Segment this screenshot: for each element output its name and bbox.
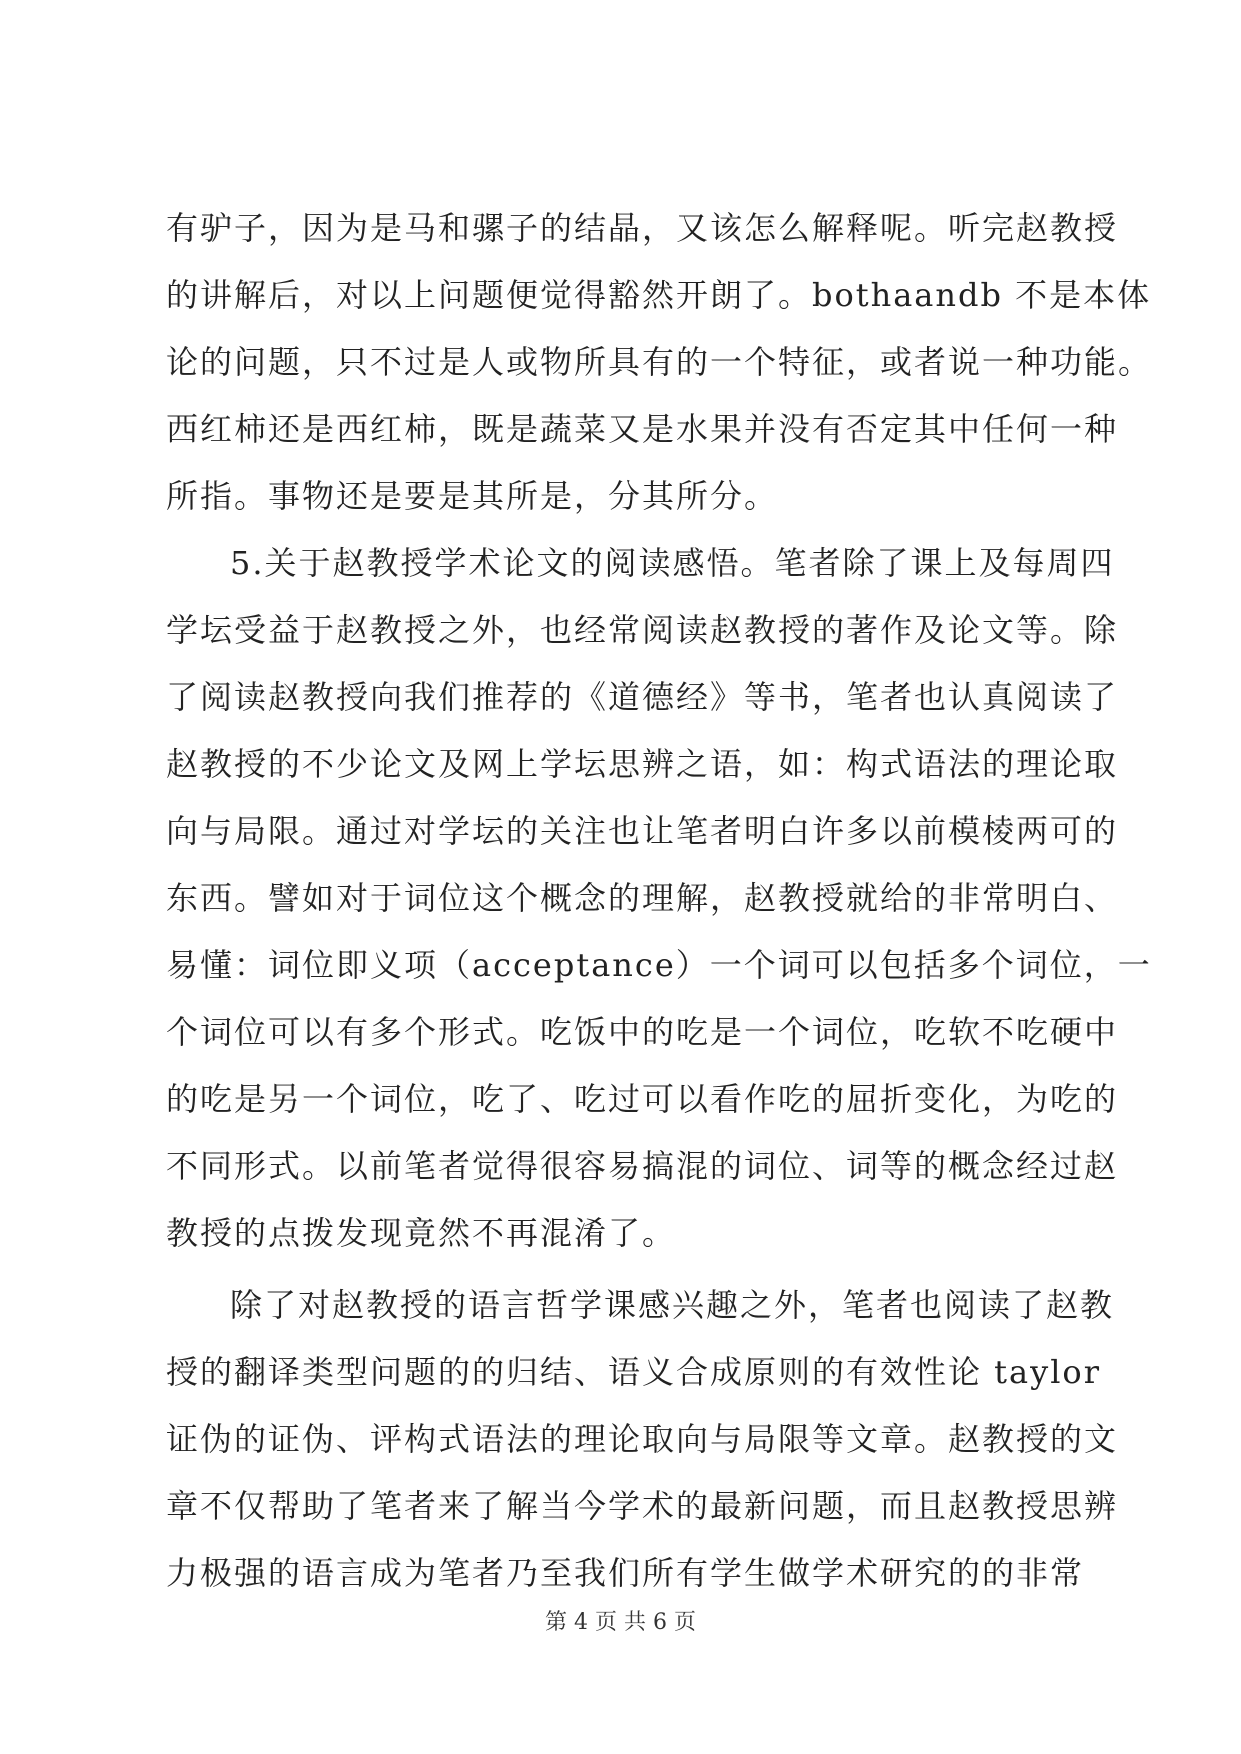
text-line: 东西。譬如对于词位这个概念的理解，赵教授就给的非常明白、 [166,879,1119,917]
text-line: 西红柿还是西红柿，既是蔬菜又是水果并没有否定其中任何一种 [166,410,1119,448]
text-line: 易懂：词位即义项（acceptance）一个词可以包括多个词位，一 [166,946,1152,984]
text-line: 证伪的证伪、评构式语法的理论取向与局限等文章。赵教授的文 [166,1420,1119,1458]
text-line: 学坛受益于赵教授之外，也经常阅读赵教授的著作及论文等。除 [166,611,1119,649]
text-line: 了阅读赵教授向我们推荐的《道德经》等书，笔者也认真阅读了 [166,678,1119,716]
text-line: 的讲解后，对以上问题便觉得豁然开朗了。bothaandb 不是本体 [166,276,1152,314]
text-line: 赵教授的不少论文及网上学坛思辨之语，如：构式语法的理论取 [166,745,1119,783]
paragraph-start-line: 5.关于赵教授学术论文的阅读感悟。笔者除了课上及每周四 [230,544,1115,582]
text-line: 有驴子，因为是马和骡子的结晶，又该怎么解释呢。听完赵教授 [166,209,1119,247]
text-line: 的吃是另一个词位，吃了、吃过可以看作吃的屈折变化，为吃的 [166,1080,1119,1118]
text-line: 所指。事物还是要是其所是，分其所分。 [166,477,779,515]
text-line: 个词位可以有多个形式。吃饭中的吃是一个词位，吃软不吃硬中 [166,1013,1119,1051]
text-line: 授的翻译类型问题的的归结、语义合成原则的有效性论 taylor [166,1353,1101,1391]
text-line: 力极强的语言成为笔者乃至我们所有学生做学术研究的的非常 [166,1554,1085,1592]
text-line: 论的问题，只不过是人或物所具有的一个特征，或者说一种功能。 [166,343,1153,381]
text-line: 向与局限。通过对学坛的关注也让笔者明白许多以前模棱两可的 [166,812,1119,850]
paragraph-start-line: 除了对赵教授的语言哲学课感兴趣之外，笔者也阅读了赵教 [230,1286,1115,1324]
text-line: 章不仅帮助了笔者来了解当今学术的最新问题，而且赵教授思辨 [166,1487,1119,1525]
text-line: 教授的点拨发现竟然不再混淆了。 [166,1214,677,1252]
text-line: 不同形式。以前笔者觉得很容易搞混的词位、词等的概念经过赵 [166,1147,1119,1185]
page-number-footer: 第 4 页 共 6 页 [545,1610,696,1635]
